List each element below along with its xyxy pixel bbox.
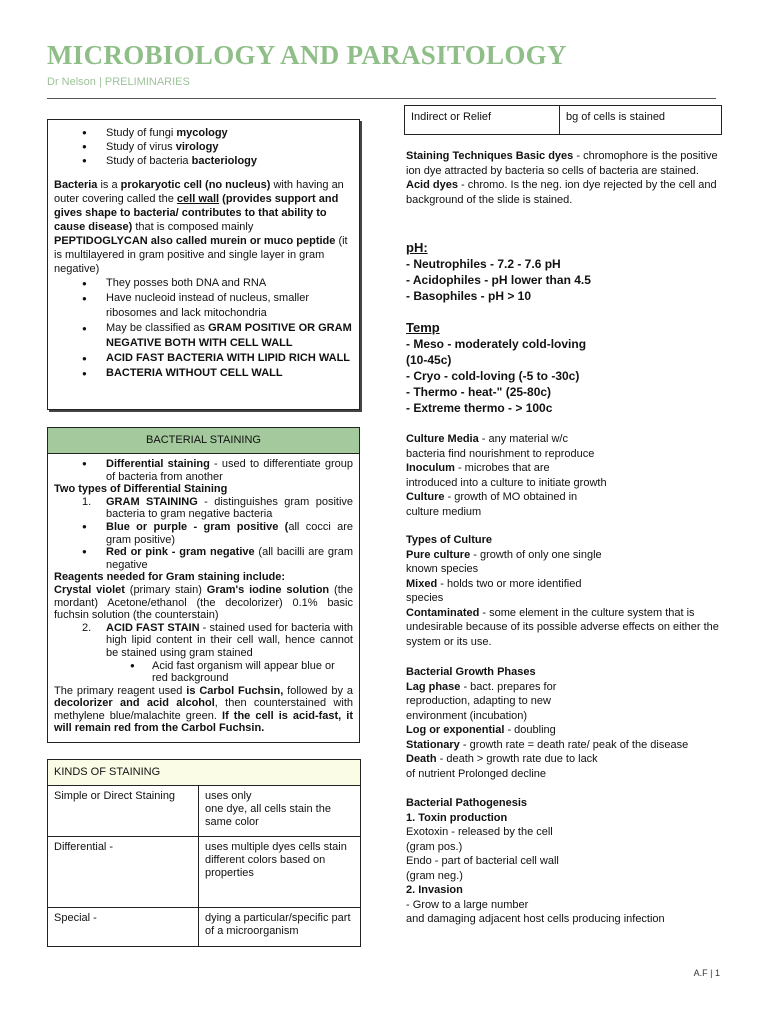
table-row [48,786,361,837]
kinds-header: KINDS OF STAINING [48,760,361,786]
kind-label: Differential - [48,837,199,908]
pathogenesis-section: Bacterial Pathogenesis 1. Toxin production Exotoxin - released by the cell (gram pos.) Endo - part of bacterial cell wall (gram neg.) 2. Invasion - Grow to a large number and damaging adjacent host cells producing infection [406,797,665,925]
indirect-desc: bg of cells is stained [560,106,722,135]
list-item: ● Study of virus virology [54,140,353,154]
list-item: ● Study of fungi mycology [54,126,353,140]
kind-desc: uses multiple dyes cells stain different colors based on properties [199,837,361,908]
bacterial-staining-box [47,427,360,743]
primary-reagent-text: The primary reagent used is Carbol Fuchsin, followed by a decolorizer and acid alcohol, then counterstained with methylene blue/malachite green. If the cell is acid-fast, it will remain red from the Carbol Fuchsin. [54,684,353,735]
culture-media-section: Culture Media - any material w/c bacteria find nourishment to reproduce Inoculum - microbes that are introduced into a culture to initiate growth Culture - growth of MO obtained in culture medium [406,433,607,518]
temp-section: Temp - Meso - moderately cold-loving (10-45c) - Cryo - cold-loving (-5 to -30c) - Thermo - heat-" (25-80c) - Extreme thermo - > 100c [406,320,587,415]
table-row [405,106,722,135]
study-list [54,126,353,168]
types-of-culture-section: Types of Culture Pure culture - growth of only one single known species Mixed - holds two or more identified species Contaminated - some element in the culture system that is undesirable because of its possible adverse effects on either the system or its use. [406,534,719,648]
kind-desc: dying a particular/specific part of a microorganism [199,908,361,947]
gram-staining-item: 1. GRAM STAINING - distinguishes gram positive bacteria to gram negative bacteria [82,495,354,521]
list-item: ● Study of bacteria bacteriology [54,154,353,168]
acid-fast-item: 2. ACID FAST STAIN - stained used for bacteria with high lipid content in their cell wall, hence cannot be stained using gram stained [82,621,354,659]
indirect-label: Indirect or Relief [405,106,560,135]
ph-section: pH: - Neutrophiles - 7.2 - 7.6 pH - Acidophiles - pH lower than 4.5 - Basophiles - pH > 10 [406,240,591,303]
list-item: ● Have nucleoid instead of nucleus, smaller ribosomes and lack mitochondria [54,291,353,321]
kind-desc: uses only one dye, all cells stain the same color [199,786,361,837]
page-subtitle: Dr Nelson | PRELIMINARIES [47,76,190,88]
staining-techniques: Staining Techniques Basic dyes - chromophore is the positive ion dye attracted by bacteria so cells of bacteria are stained. Acid dyes - chromo. Is the neg. ion dye rejected by the cell and background of the slide is stained. [406,150,718,206]
gram-positive-item: ● Blue or purple - gram positive (all cocci are gram positive) [54,521,353,546]
two-types-heading: Two types of Differential Staining [54,483,228,496]
kinds-of-staining-table [47,759,361,947]
acid-fast-sub-item: ● Acid fast organism will appear blue or red background [54,660,353,685]
page-title: MICROBIOLOGY AND PARASITOLOGY [47,40,567,70]
bacteria-properties-list [54,276,353,381]
growth-phases-section: Bacterial Growth Phases Lag phase - bact. prepares for reproduction, adapting to new environment (incubation) Log or exponential - doubling Stationary - growth rate = death rate/ peak of the disease Death - death > growth rate due to lack of nutrient Prolonged decline [406,666,689,780]
table-row [48,837,361,908]
differential-staining-item: ● Differential staining - used to differentiate group of bacteria from another [54,458,353,483]
staining-header: BACTERIAL STAINING [48,428,359,454]
kind-label: Simple or Direct Staining [48,786,199,837]
reagents-text: Crystal violet (primary stain) Gram's iodine solution (the mordant) Acetone/ethanol (the decolorizer) 0.1% basic fuchsin solution (the counterstain) [54,583,353,622]
reagents-heading: Reagents needed for Gram staining include: [54,571,286,584]
list-item: ● They posses both DNA and RNA [54,276,353,291]
list-item: ● BACTERIA WITHOUT CELL WALL [54,366,353,381]
bacteria-definition: Bacteria is a prokaryotic cell (no nucleus) with having an outer covering called the cell wall (provides support and gives shape to bacteria/ contributes to that ability to cause disease) that is composed mainly PEPTIDOGLYCAN also called murein or muco peptide (it is multilayered in gram positive and single layer in gram negative) [54,179,348,275]
kind-label: Special - [48,908,199,947]
bacteria-intro-box [47,119,360,410]
table-row [48,908,361,947]
list-item: ● ACID FAST BACTERIA WITH LIPID RICH WALL [54,351,353,366]
indirect-relief-table [404,105,722,135]
list-item: ● May be classified as GRAM POSITIVE OR GRAM NEGATIVE BOTH WITH CELL WALL [54,321,353,351]
gram-negative-item: ● Red or pink - gram negative (all bacilli are gram negative [54,546,353,571]
page-footer: A.F | 1 [693,968,720,978]
header-divider [47,98,716,99]
